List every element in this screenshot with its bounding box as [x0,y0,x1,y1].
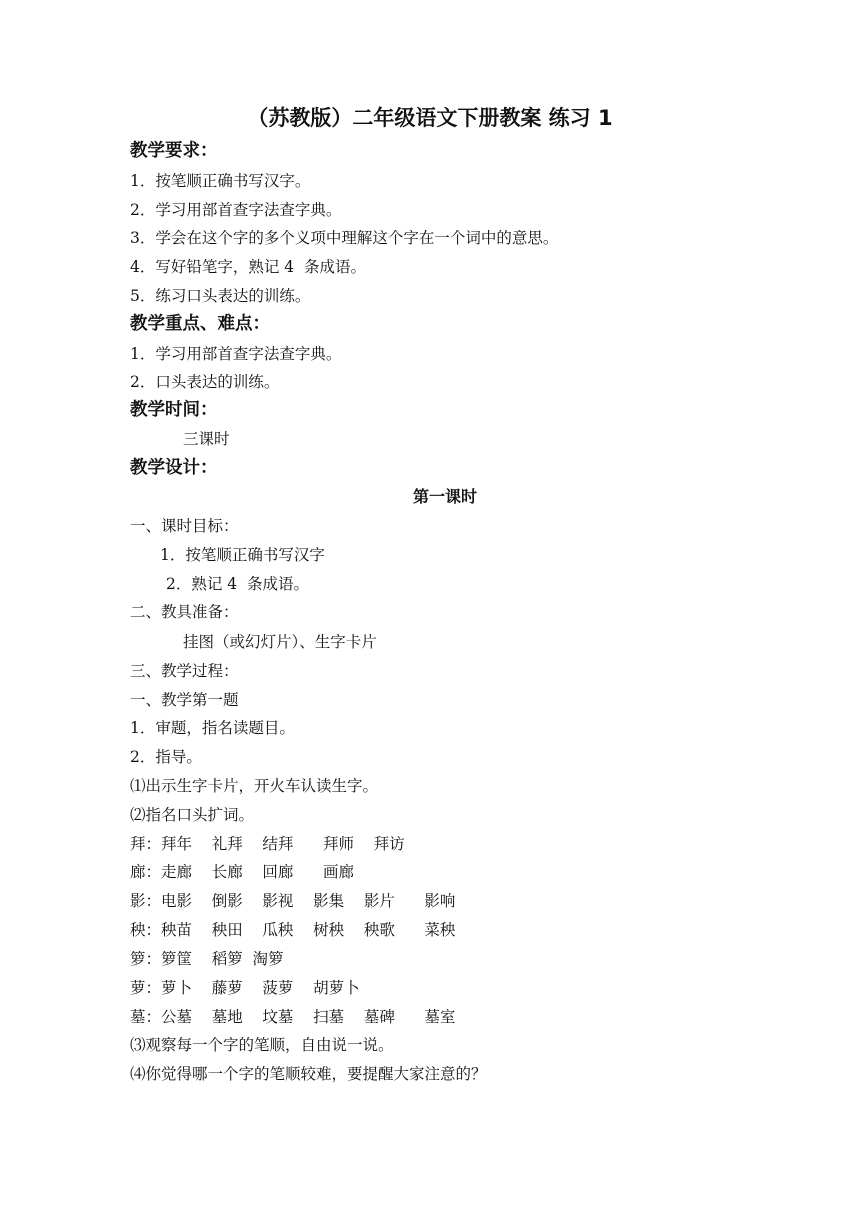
design-heading: 教学设计： [130,458,218,478]
document-title: （苏教版）二年级语文下册教案 练习 1 [247,106,613,130]
word-row: 墓：公墓 墓地 坟墓 扫墓 墓碑 墓室 [130,1008,456,1026]
requirement-item: 2．学习用部首查字法查字典。 [130,201,342,219]
word-row: 箩：箩筐 稻箩 淘箩 [130,950,284,968]
closing-line: ⑷你觉得哪一个字的笔顺较难，要提醒大家注意的？ [130,1065,487,1083]
goal-item: 1．按笔顺正确书写汉字 [160,546,325,564]
key-point-item: 2．口头表达的训练。 [130,373,280,391]
requirement-item: 4．写好铅笔字，熟记 4 条成语。 [130,258,367,276]
requirement-item: 5．练习口头表达的训练。 [130,287,311,305]
closing-line: ⑶观察每一个字的笔顺，自由说一说。 [130,1036,394,1054]
lesson-title: 第一课时 [412,487,477,506]
requirements-heading: 教学要求： [130,141,218,161]
time-heading: 教学时间： [130,400,218,420]
word-row: 影：电影 倒影 影视 影集 影片 影响 [130,892,456,910]
process-heading: 三、教学过程： [130,662,239,680]
key-point-item: 1．学习用部首查字法查字典。 [130,345,342,363]
process-line: 2．指导。 [130,748,202,766]
time-value: 三课时 [183,430,230,448]
word-row: 秧：秧苗 秧田 瓜秧 树秧 秧歌 菜秧 [130,921,456,939]
process-line: ⑴出示生字卡片，开火车认读生字。 [130,777,379,795]
word-row: 廊：走廊 长廊 回廊 画廊 [130,863,354,881]
requirement-item: 1．按笔顺正确书写汉字。 [130,172,311,190]
process-line: 一、教学第一题 [130,691,239,709]
requirement-item: 3．学会在这个字的多个义项中理解这个字在一个词中的意思。 [130,229,559,247]
prep-value: 挂图（或幻灯片）、生字卡片 [183,633,377,651]
word-row: 萝：萝卜 藤萝 菠萝 胡萝卜 [130,979,360,997]
goal-item: 2．熟记 4 条成语。 [166,575,310,593]
process-line: 1．审题，指名读题目。 [130,719,295,737]
key-points-heading: 教学重点、难点： [130,314,270,334]
goals-heading: 一、课时目标： [130,517,239,535]
prep-heading: 二、教具准备： [130,603,239,621]
process-line: ⑵指名口头扩词。 [130,806,255,824]
word-row: 拜：拜年 礼拜 结拜 拜师 拜访 [130,835,405,853]
